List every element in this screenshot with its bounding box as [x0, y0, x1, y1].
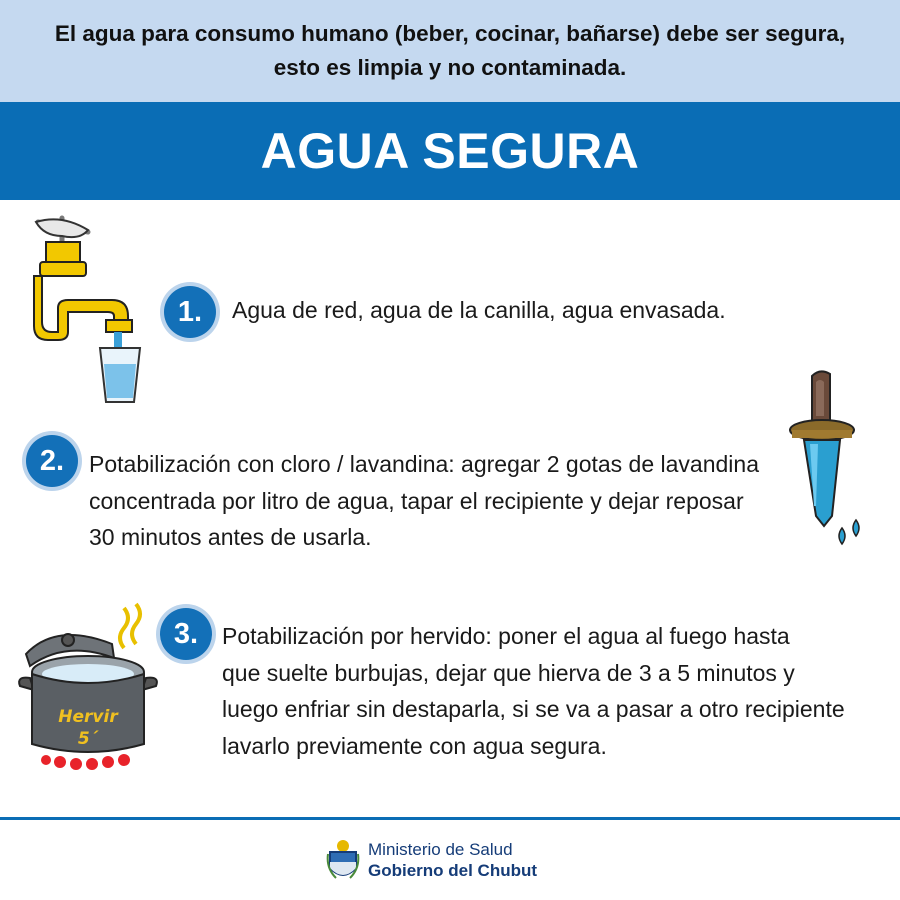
faucet-icon [28, 212, 156, 407]
step-number-3: 3. [160, 608, 212, 660]
step-3-line-3: luego enfriar sin destaparla, si se va a pasar a otro recipiente [222, 696, 845, 722]
header-banner [0, 0, 900, 102]
boiling-pot-icon [16, 600, 158, 772]
footer-government: Gobierno del Chubut [368, 861, 538, 880]
header-line-2: esto es limpia y no contaminada. [273, 55, 627, 80]
step-1-line-1: Agua de red, agua de la canilla, agua envasada. [232, 297, 726, 323]
page-title: AGUA SEGURA [260, 123, 640, 179]
step-2-line-1: Potabilización con cloro / lavandina: agregar 2 gotas de lavandina [89, 451, 759, 477]
step-text-3 [222, 618, 845, 764]
pot-label-line-1: Hervir [58, 707, 118, 727]
step-2-line-3: 30 minutos antes de usarla. [89, 524, 372, 550]
coat-of-arms-icon [326, 838, 360, 882]
step-text-2 [89, 446, 759, 556]
pot-label-line-2: 5´ [77, 729, 99, 749]
header-line-1: El agua para consumo humano (beber, cocinar, bañarse) debe ser segura, [54, 21, 846, 46]
step-number-1: 1. [164, 286, 216, 338]
step-3-line-4: lavarlo previamente con agua segura. [222, 732, 607, 759]
step-3-line-1: Potabilización por hervido: poner el agua al fuego hasta [222, 623, 790, 649]
footer-divider [0, 817, 900, 820]
step-2-line-2: concentrada por litro de agua, tapar el recipiente y dejar reposar [89, 487, 744, 514]
title-banner [0, 102, 900, 200]
footer-logo [326, 838, 537, 882]
footer-ministry: Ministerio de Salud [368, 840, 513, 859]
step-3-line-2: que suelte burbujas, dejar que hierva de 3 a 5 minutos y [222, 659, 795, 686]
dropper-icon [786, 366, 870, 552]
step-number-2: 2. [26, 435, 78, 487]
step-text-1 [232, 292, 726, 329]
